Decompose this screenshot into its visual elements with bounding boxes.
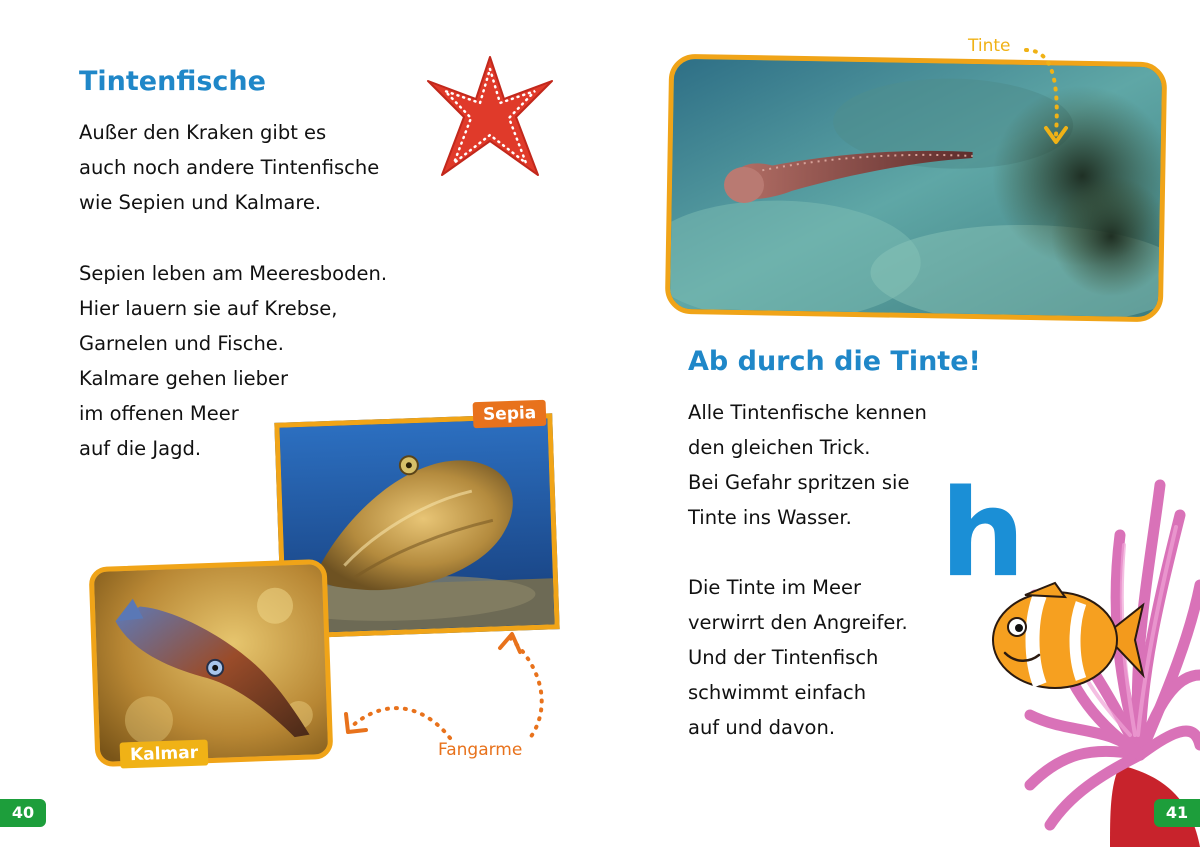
text-line: verwirrt den Angreifer. <box>688 611 908 634</box>
right-paragraph-2 <box>688 570 908 745</box>
decor-letter-h: h <box>940 465 1026 604</box>
left-heading: Tintenfische <box>79 66 266 97</box>
tinte-arrow <box>1018 40 1078 150</box>
text-line: auch noch andere Tintenfische <box>79 156 380 179</box>
text-line: im offenen Meer <box>79 402 239 425</box>
kalmar-photo <box>89 559 334 767</box>
left-paragraph-1 <box>79 115 379 220</box>
page-number-right: 41 <box>1154 799 1200 827</box>
right-heading: Ab durch die Tinte! <box>688 346 981 377</box>
text-line: Außer den Kraken gibt es <box>79 121 327 144</box>
text-line: Die Tinte im Meer <box>688 576 862 599</box>
text-line: wie Sepien und Kalmare. <box>79 191 322 214</box>
fangarme-arrows <box>340 630 560 750</box>
text-line: Alle Tintenfische kennen <box>688 401 927 424</box>
octopus-photo <box>665 54 1167 323</box>
right-paragraph-1 <box>688 395 927 535</box>
text-line: Hier lauern sie auf Krebse, <box>79 297 338 320</box>
clownfish-icon <box>985 575 1145 705</box>
text-line: schwimmt einfach <box>688 681 867 704</box>
sepia-label: Sepia <box>473 400 547 429</box>
text-line: Bei Gefahr spritzen sie <box>688 471 910 494</box>
kalmar-label: Kalmar <box>120 739 209 768</box>
text-line: auf die Jagd. <box>79 437 202 460</box>
text-line: Kalmare gehen lieber <box>79 367 289 390</box>
page-number-left: 40 <box>0 799 46 827</box>
starfish-icon <box>425 55 555 180</box>
fangarme-label: Fangarme <box>438 740 523 760</box>
tinte-label: Tinte <box>968 36 1011 56</box>
text-line: Und der Tintenfisch <box>688 646 879 669</box>
text-line: den gleichen Trick. <box>688 436 871 459</box>
text-line: auf und davon. <box>688 716 836 739</box>
text-line: Sepien leben am Meeresboden. <box>79 262 388 285</box>
text-line: Garnelen und Fische. <box>79 332 285 355</box>
text-line: Tinte ins Wasser. <box>688 506 852 529</box>
